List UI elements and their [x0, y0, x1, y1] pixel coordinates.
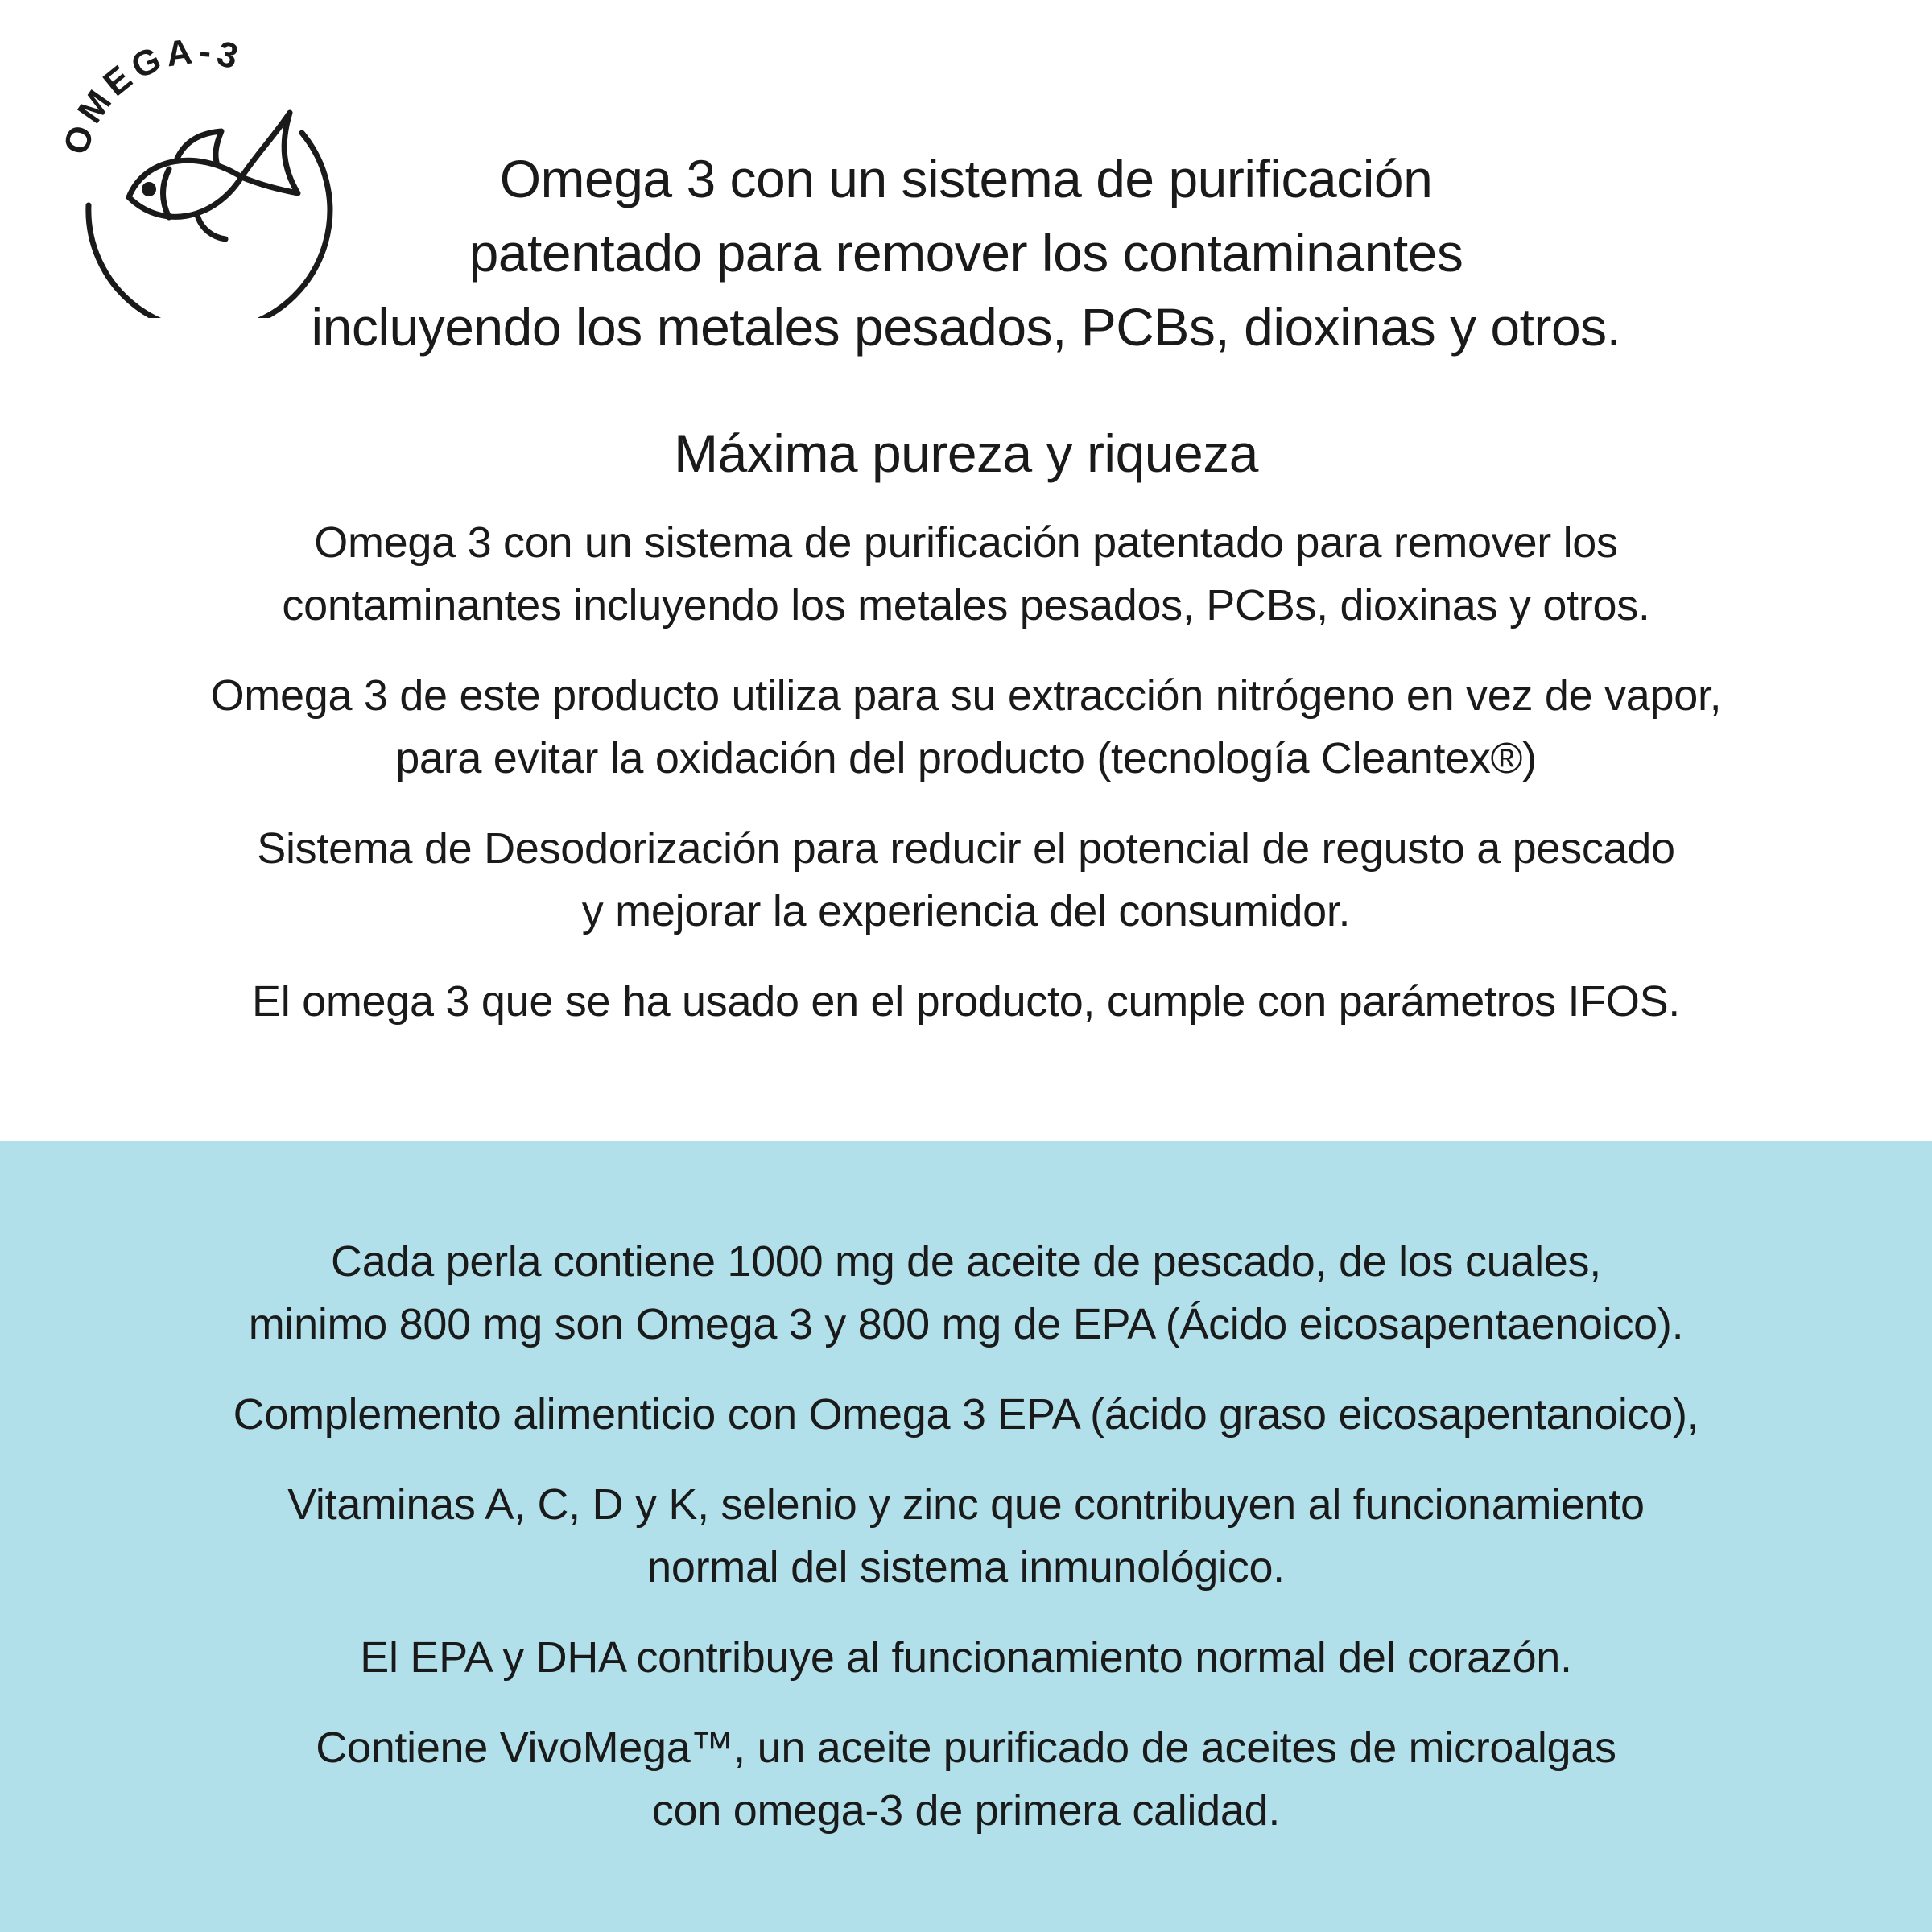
paragraph-line: Omega 3 de este producto utiliza para su extracción nitrógeno en vez de vapor,: [210, 671, 1722, 720]
paragraph-heart: [64, 1626, 1868, 1689]
paragraph-deodorization: [64, 817, 1868, 943]
paragraph-line: contaminantes incluyendo los metales pesados, PCBs, dioxinas y otros.: [282, 581, 1650, 630]
paragraph-line: normal del sistema inmunológico.: [647, 1543, 1285, 1591]
top-paragraphs: [64, 511, 1868, 1060]
paragraph-line: minimo 800 mg son Omega 3 y 800 mg de EPA (Ácido eicosapentaenoico).: [248, 1300, 1684, 1348]
bottom-section: [0, 1141, 1932, 1932]
bottom-paragraphs: [64, 1230, 1868, 1869]
intro-line: incluyendo los metales pesados, PCBs, dioxinas y otros.: [311, 297, 1621, 357]
paragraph-line: El omega 3 que se ha usado en el producto, cumple con parámetros IFOS.: [251, 977, 1681, 1026]
intro-text: [242, 142, 1690, 364]
paragraph-extraction: [64, 664, 1868, 790]
paragraph-line: Contiene VivoMega™, un aceite purificado de aceites de microalgas: [316, 1724, 1616, 1772]
paragraph-line: para evitar la oxidación del producto (tecnología Cleantex®): [395, 734, 1537, 782]
intro-line: patentado para remover los contaminantes: [469, 223, 1463, 283]
paragraph-ifos: [64, 970, 1868, 1033]
paragraph-line: El EPA y DHA contribuye al funcionamiento normal del corazón.: [360, 1633, 1572, 1682]
paragraph-composition: [64, 1230, 1868, 1356]
paragraph-line: Complemento alimenticio con Omega 3 EPA (ácido graso eicosapentanoico),: [233, 1390, 1699, 1439]
paragraph-line: y mejorar la experiencia del consumidor.: [581, 887, 1351, 935]
intro-line: Omega 3 con un sistema de purificación: [499, 149, 1433, 208]
paragraph-line: Omega 3 con un sistema de purificación patentado para remover los: [314, 518, 1618, 567]
section-subtitle: Máxima pureza y riqueza: [674, 423, 1258, 483]
paragraph-vitamins: [64, 1473, 1868, 1599]
paragraph-line: Cada perla contiene 1000 mg de aceite de pescado, de los cuales,: [331, 1237, 1601, 1286]
paragraph-line: Sistema de Desodorización para reducir el potencial de regusto a pescado: [257, 824, 1675, 873]
paragraph-line: Vitaminas A, C, D y K, selenio y zinc que contribuyen al funcionamiento: [287, 1480, 1645, 1529]
badge-label: OMEGA-3: [56, 36, 247, 159]
paragraph-vivomega: [64, 1716, 1868, 1842]
paragraph-purification: [64, 511, 1868, 637]
paragraph-line: con omega-3 de primera calidad.: [651, 1786, 1281, 1835]
paragraph-supplement: [64, 1383, 1868, 1446]
